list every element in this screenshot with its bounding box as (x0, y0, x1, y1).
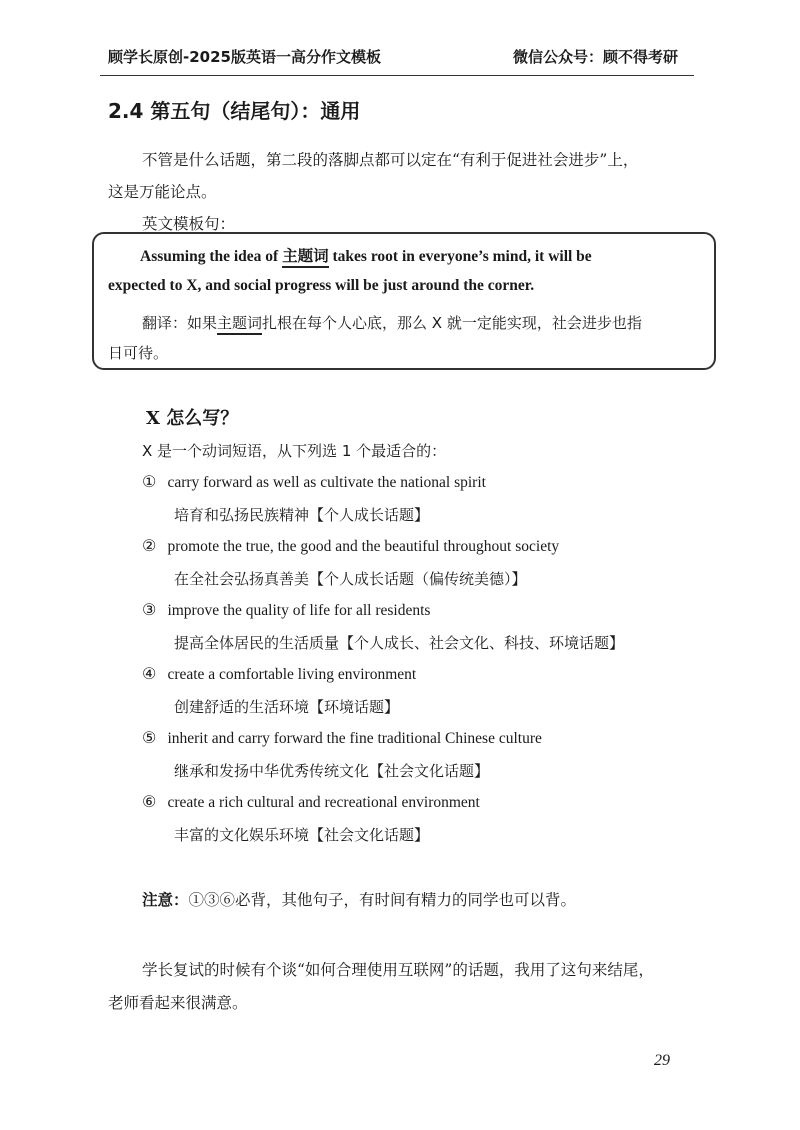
section-title: 2.4 第五句（结尾句）：通用 (108, 99, 361, 123)
option-3 (142, 600, 430, 620)
option-5 (142, 728, 542, 748)
option-2-zh: 在全社会弘扬真善美【个人成长话题（偏传统美德）】 (174, 570, 527, 588)
option-en: inherit and carry forward the fine traditional Chinese culture (167, 730, 542, 747)
template-en-line-1 (140, 244, 592, 266)
template-en-part-1: Assuming the idea of (140, 248, 283, 265)
closing-line-2: 老师看起来很满意。 (108, 994, 248, 1012)
option-en: carry forward as well as cultivate the national spirit (167, 474, 486, 491)
template-zh-keyword: 主题词 (217, 314, 262, 335)
note (142, 888, 576, 910)
option-6-zh: 丰富的文化娱乐环境【社会文化话题】 (174, 826, 430, 844)
template-zh-rest: 扎根在每个人心底，那么 X 就一定能实现，社会进步也指 (262, 314, 642, 332)
x-section-title: X 怎么写？ (146, 408, 239, 429)
header-wechat: 微信公众号：顾不得考研 (512, 48, 678, 66)
intro-line-1: 不管是什么话题，第二段的落脚点都可以定在“有利于促进社会进步”上， (142, 151, 639, 169)
template-en-part-2: takes root in everyone’s mind, it will be (328, 248, 592, 265)
closing-line-1: 学长复试的时候有个谈“如何合理使用互联网”的话题，我用了这句来结尾， (142, 961, 654, 979)
header-title: 顾学长原创-2025版英语一高分作文模板 (108, 48, 381, 66)
page-number: 29 (654, 1052, 670, 1069)
note-label: 注意： (142, 890, 189, 909)
template-zh-line-2: 日可待。 (108, 344, 169, 362)
option-5-zh: 继承和发扬中华优秀传统文化【社会文化话题】 (174, 762, 490, 780)
template-keyword: 主题词 (282, 248, 329, 268)
option-2 (142, 536, 559, 556)
option-4 (142, 664, 416, 684)
option-number: ② (142, 536, 157, 555)
template-zh-line-1 (142, 312, 642, 333)
option-number: ① (142, 472, 157, 491)
option-en: create a rich cultural and recreational environment (167, 794, 480, 811)
option-4-zh: 创建舒适的生活环境【环境话题】 (174, 698, 400, 716)
option-en: promote the true, the good and the beautiful throughout society (167, 538, 560, 555)
option-en: create a comfortable living environment (167, 666, 417, 683)
option-number: ⑤ (142, 728, 157, 747)
option-en: improve the quality of life for all residents (167, 602, 431, 619)
note-text: ①③⑥必背，其他句子，有时间有精力的同学也可以背。 (188, 891, 577, 909)
option-number: ③ (142, 600, 157, 619)
option-1 (142, 472, 486, 492)
template-en-line-2: expected to X, and social progress will be just around the corner. (108, 277, 535, 294)
intro-line-2: 这是万能论点。 (108, 183, 217, 201)
option-number: ④ (142, 664, 157, 683)
option-number: ⑥ (142, 792, 157, 811)
header-divider (100, 75, 694, 76)
option-3-zh: 提高全体居民的生活质量【个人成长、社会文化、科技、环境话题】 (174, 634, 625, 652)
template-label: 英文模板句： (142, 215, 236, 233)
template-zh-prefix: 翻译：如果 (142, 314, 218, 332)
option-1-zh: 培育和弘扬民族精神【个人成长话题】 (174, 506, 430, 524)
option-6 (142, 792, 480, 812)
x-instruction: X 是一个动词短语，从下列选 1 个最适合的： (142, 442, 447, 460)
